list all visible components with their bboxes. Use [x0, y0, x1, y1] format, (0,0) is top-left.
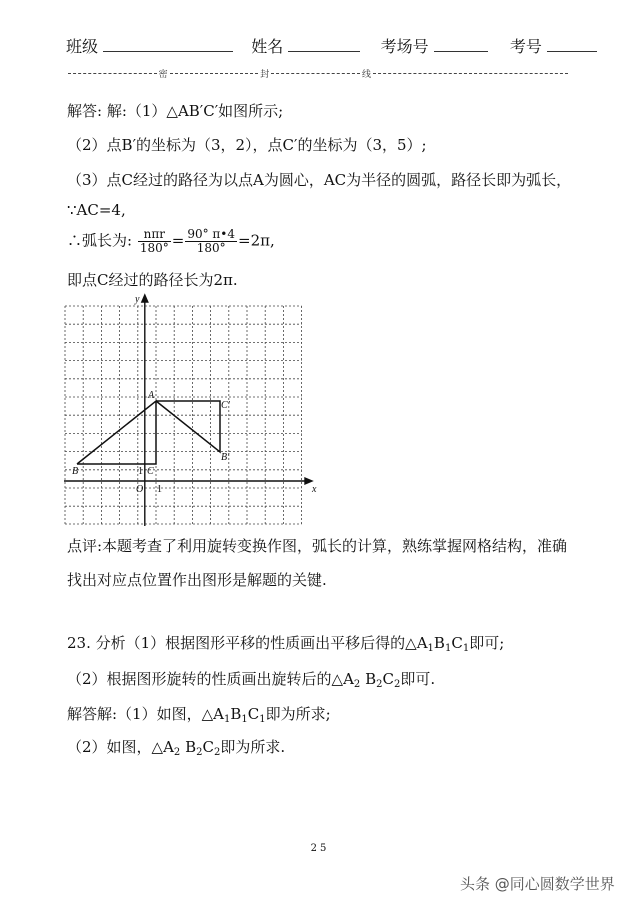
arc-length-formula [67, 228, 275, 255]
q22-line-3: （3）点C经过的路径为以点A为圆心，AC为半径的圆弧，路径长即为弧长， [67, 171, 572, 189]
q23-analysis-line-2 [67, 668, 435, 690]
q23-l2-text: （2）根据图形旋转的性质画出旋转后的△A [67, 670, 354, 688]
fraction-2-den: 180° [196, 241, 226, 255]
q23-l4-text: （2）如图，△A [67, 738, 174, 756]
q23-answer-line-2 [67, 736, 285, 758]
seal-line [68, 67, 568, 80]
arc-result: =2π, [238, 231, 275, 250]
q22-line-2: （2）点B′的坐标为（3，2），点C′的坐标为（3，5）; [67, 136, 427, 154]
class-blank[interactable] [103, 37, 233, 52]
point-b-label: B [72, 466, 79, 477]
exam-header [66, 34, 597, 57]
q23-l3-c: C [247, 705, 260, 723]
room-label: 考场号 [380, 37, 429, 56]
q22-line-4: ∵AC=4, [67, 201, 126, 219]
sub-c1: 1 [259, 714, 266, 725]
x-axis-label: x [312, 484, 317, 495]
fraction-2 [185, 228, 237, 255]
point-a-label: A [148, 390, 155, 401]
grid-lines [65, 306, 302, 524]
triangles [77, 401, 220, 464]
q23-l2-b: B [360, 670, 377, 688]
class-label: 班级 [66, 37, 99, 56]
y-axis-label: y [135, 294, 140, 305]
sub-b1: 1 [241, 714, 248, 725]
point-c-label: C [147, 466, 154, 477]
exam-no-blank[interactable] [547, 37, 597, 52]
name-label: 姓名 [251, 37, 284, 56]
sub-a2: 2 [173, 747, 181, 758]
comment-line-1: 点评:本题考查了利用旋转变换作图，弧长的计算，熟练掌握网格结构，准确 [67, 537, 568, 555]
fraction-1-den: 180° [139, 241, 169, 255]
seal-char-3: 线 [361, 70, 371, 80]
sub-a1: 1 [427, 643, 434, 654]
q23-l1-end: 即可; [469, 634, 505, 652]
q23-l3-b: B [230, 705, 242, 723]
q23-answer-line-1 [67, 703, 331, 725]
sub-b2: 2 [196, 747, 203, 758]
q23-l1-text: 23. 分析（1）根据图形平移的性质画出平移后得的△A [67, 634, 428, 652]
room-blank[interactable] [434, 37, 488, 52]
fraction-1 [138, 228, 171, 255]
q22-line-1: 解答: 解:（1）△AB′C′如图所示; [67, 102, 284, 120]
coordinate-grid-figure [60, 292, 320, 532]
sub-c2: 2 [393, 679, 401, 690]
seal-char-2: 封 [260, 70, 270, 80]
equals-sign: = [171, 231, 185, 250]
arc-prefix: ∴弧长为: [67, 231, 133, 250]
q23-l1-b: B [433, 634, 445, 652]
exam-no-label: 考号 [509, 37, 542, 56]
watermark: 头条 @同心圆数学世界 [460, 875, 615, 893]
q23-l4-end: 即为所求. [220, 738, 286, 756]
sub-a2: 2 [353, 679, 361, 690]
point-b-prime-label: B′ [221, 452, 230, 463]
sub-a1: 1 [223, 714, 231, 725]
sub-b2: 2 [376, 679, 383, 690]
q23-l2-end: 即可. [400, 670, 436, 688]
point-c-prime-label: C′ [221, 400, 230, 411]
fraction-1-num: nπr [138, 228, 171, 242]
page-number: 25 [310, 843, 330, 854]
q22-line-6: 即点C经过的路径长为2π. [67, 271, 238, 289]
q23-l3-end: 即为所求; [265, 705, 331, 723]
name-blank[interactable] [288, 37, 360, 52]
q23-l4-b: B [180, 738, 197, 756]
fraction-2-num: 90° π•4 [187, 227, 236, 241]
q23-analysis-line-1 [67, 632, 504, 654]
q23-l2-c: C [382, 670, 394, 688]
sub-c2: 2 [213, 747, 221, 758]
q23-l4-c: C [202, 738, 214, 756]
y-unit-label: 1 [138, 466, 143, 477]
seal-char-1: 密 [158, 70, 168, 80]
origin-label: O [136, 484, 144, 495]
q23-l1-c: C [451, 634, 463, 652]
sub-b1: 1 [444, 643, 452, 654]
x-unit-label: 1 [157, 484, 162, 495]
comment-line-2: 找出对应点位置作出图形是解题的关键. [67, 571, 327, 589]
q23-l3-text: 解答解:（1）如图，△A [67, 705, 224, 723]
sub-c1: 1 [462, 643, 470, 654]
